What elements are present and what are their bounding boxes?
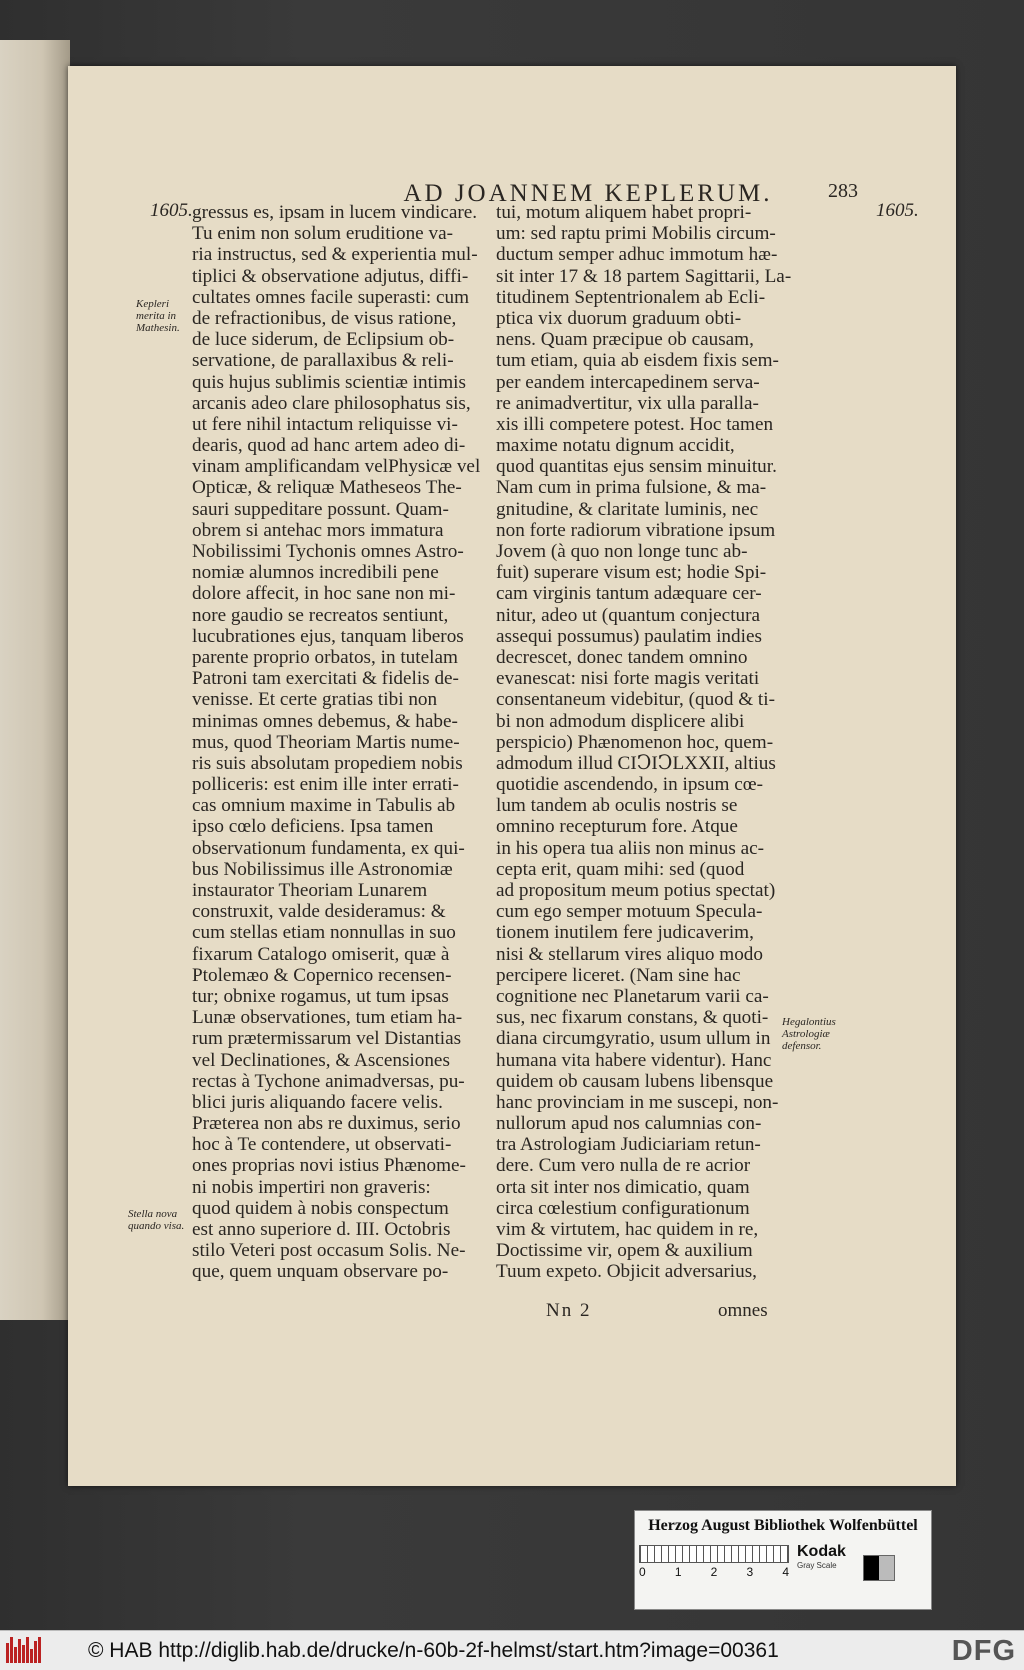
ruler-number: 2 bbox=[710, 1565, 718, 1579]
text-line: est anno superiore d. III. Octobris bbox=[192, 1219, 451, 1240]
text-line: bus Nobilissimus ille Astronomiæ bbox=[192, 858, 453, 880]
catchword: omnes bbox=[718, 1300, 768, 1321]
text-line: rum prætermissarum vel Distantias bbox=[192, 1028, 462, 1050]
text-line: ipso cœlo deficiens. Ipsa tamen bbox=[192, 816, 434, 838]
text-line: construxit, valde desideramus: & bbox=[192, 901, 446, 923]
text-line: fixarum Catalogo omiserit, quæ à bbox=[192, 943, 450, 965]
text-line: de luce siderum, de Eclipsium ob- bbox=[192, 329, 455, 351]
text-line: perspicio) Phænomenon hoc, quem- bbox=[496, 731, 774, 753]
text-line: quis hujus sublimis scientiæ intimis bbox=[192, 371, 466, 393]
text-column-left bbox=[192, 202, 492, 1283]
text-line: cepta erit, quam mihi: sed (quod bbox=[496, 858, 745, 880]
text-line: blici juris aliquando facere velis. bbox=[192, 1091, 443, 1113]
scale-ruler bbox=[639, 1545, 787, 1581]
text-line: Tuum expeto. Objicit adversarius, bbox=[496, 1261, 757, 1283]
text-line: vel Declinationes, & Ascensiones bbox=[192, 1049, 450, 1071]
left-page-edge bbox=[0, 40, 70, 1320]
text-line: minimas omnes debemus, & habe- bbox=[192, 710, 458, 732]
text-line: bi non admodum displicere alibi bbox=[496, 710, 745, 732]
text-line: Præterea non abs re duximus, serio bbox=[192, 1113, 461, 1135]
text-line: circa cœlestium configurationum bbox=[496, 1197, 750, 1219]
running-head: AD JOANNEM KEPLERUM. bbox=[403, 180, 773, 207]
text-line: nisi & stellarum vires aliquo modo bbox=[496, 943, 763, 965]
text-line: quidem ob causam lubens libensque bbox=[496, 1070, 774, 1092]
text-line: sus, nec fixarum constans, & quoti- bbox=[496, 1007, 769, 1029]
text-line: assequi possumus) paulatim indies bbox=[496, 625, 762, 647]
text-line: cum ego semper motuum Specula- bbox=[496, 901, 763, 923]
text-line: diana circumgyratio, usum ullum in bbox=[496, 1028, 771, 1050]
text-line: tra Astrologiam Judiciariam retun- bbox=[496, 1134, 761, 1156]
text-line: cognitione nec Planetarum varii ca- bbox=[496, 985, 769, 1007]
text-line: admodum illud CIↃIↃLXXII, altius bbox=[496, 752, 776, 774]
text-line: observationum fundamenta, ex qui- bbox=[192, 837, 465, 859]
text-line: tum etiam, quia ab eisdem fixis sem- bbox=[496, 350, 779, 372]
gray-patch bbox=[863, 1555, 895, 1581]
text-line: gnitudine, & claritate luminis, nec bbox=[496, 498, 759, 520]
text-line: re animadvertitur, vix ulla paralla- bbox=[496, 392, 759, 414]
text-line: sauri suppeditare possunt. Quam- bbox=[192, 498, 449, 520]
ruler-bar bbox=[639, 1545, 789, 1563]
text-line: dearis, quod ad hanc artem adeo di- bbox=[192, 435, 466, 457]
text-line: nore gaudio se recreatos sentiunt, bbox=[192, 604, 449, 626]
text-line: obrem si antehac mors immatura bbox=[192, 519, 444, 541]
text-line: omnino recepturum fore. Atque bbox=[496, 816, 738, 838]
text-line: lum tandem ab oculis nostris se bbox=[496, 795, 738, 817]
text-line: ductum semper adhuc immotum hæ- bbox=[496, 244, 778, 266]
text-line: Nobilissimi Tychonis omnes Astro- bbox=[192, 541, 464, 562]
year-marginal-left: 1605. bbox=[150, 200, 193, 221]
book-page bbox=[68, 66, 956, 1486]
marginal-note-kepleri: Kepleri merita in Mathesin. bbox=[136, 298, 180, 334]
text-column-right bbox=[496, 202, 796, 1283]
footer-url-link[interactable]: © HAB http://diglib.hab.de/drucke/n-60b-2f-helmst/start.htm?image=00361 bbox=[88, 1639, 779, 1662]
text-line: hanc provinciam in me suscepi, non- bbox=[496, 1091, 779, 1113]
text-line: in his opera tua aliis non minus ac- bbox=[496, 837, 765, 859]
text-line: quotidie ascendendo, in ipsum cœ- bbox=[496, 774, 763, 796]
text-line: quod quidem à nobis conspectum bbox=[192, 1197, 449, 1219]
text-line: cum stellas etiam nonnullas in suo bbox=[192, 922, 456, 944]
text-line: evanescat: nisi forte magis veritati bbox=[496, 668, 760, 690]
text-line: fuit) superare visum est; hodie Spi- bbox=[496, 562, 767, 584]
text-line: rectas à Tychone animadversas, pu- bbox=[192, 1070, 465, 1092]
text-line: Jovem (à quo non longe tunc ab- bbox=[496, 541, 748, 562]
text-line: gressus es, ipsam in lucem vindicare. bbox=[192, 202, 478, 223]
text-line: de refractionibus, de visus ratione, bbox=[192, 307, 457, 329]
footer-bar bbox=[0, 1630, 1024, 1670]
marginal-note-stella: Stella nova quando visa. bbox=[128, 1208, 185, 1232]
text-line: quod quantitas ejus sensim minuitur. bbox=[496, 456, 777, 478]
kodak-brand: Kodak bbox=[797, 1543, 846, 1560]
text-line: cam virginis tantum adæquare cer- bbox=[496, 583, 762, 605]
text-line: tui, motum aliquem habet propri- bbox=[496, 202, 752, 223]
text-line: instaurator Theoriam Lunarem bbox=[192, 880, 428, 901]
text-line: ria instructus, sed & experientia mul- bbox=[192, 244, 478, 266]
ruler-number: 4 bbox=[782, 1565, 789, 1579]
year-marginal-right: 1605. bbox=[876, 200, 919, 221]
text-line: polliceris: est enim ille inter errati- bbox=[192, 774, 459, 796]
text-line: dere. Cum vero nulla de re acrior bbox=[496, 1155, 751, 1177]
text-line: ni nobis impertiri non graveris: bbox=[192, 1176, 431, 1198]
library-name: Herzog August Bibliothek Wolfenbüttel bbox=[648, 1517, 918, 1534]
text-line: per eandem intercapedinem serva- bbox=[496, 371, 760, 393]
ruler-number: 1 bbox=[674, 1565, 682, 1579]
text-line: humana vita habere videntur). Hanc bbox=[496, 1049, 772, 1071]
library-label bbox=[634, 1510, 932, 1610]
text-line: lucubrationes ejus, tanquam liberos bbox=[192, 625, 464, 647]
text-line: venisse. Et certe gratias tibi non bbox=[192, 689, 438, 711]
text-line: cas omnium maxime in Tabulis ab bbox=[192, 795, 456, 817]
text-line: Tu enim non solum eruditione va- bbox=[192, 223, 453, 245]
page-number: 283 bbox=[828, 180, 858, 202]
text-line: tiplici & observatione adjutus, diffi- bbox=[192, 265, 469, 287]
text-line: arcanis adeo clare philosophatus sis, bbox=[192, 392, 471, 414]
text-line: Nam cum in prima fulsione, & ma- bbox=[496, 477, 767, 499]
text-line: sit inter 17 & 18 partem Sagittarii, La- bbox=[496, 265, 792, 287]
text-line: mus, quod Theoriam Martis nume- bbox=[192, 731, 460, 753]
text-line: tur; obnixe rogamus, ut tum ipsas bbox=[192, 985, 449, 1007]
text-line: non forte radiorum vibratione ipsum bbox=[496, 519, 776, 541]
text-line: hoc à Te contendere, ut observati- bbox=[192, 1134, 452, 1156]
text-line: xis illi competere potest. Hoc tamen bbox=[496, 413, 774, 435]
text-line: Patroni tam exercitati & fidelis de- bbox=[192, 668, 459, 690]
text-line: ptica vix duorum graduum obti- bbox=[496, 307, 742, 329]
marginal-note-hegalon: Hegalontius Astrologiæ defensor. bbox=[782, 1016, 836, 1052]
text-line: parente proprio orbatos, in tutelam bbox=[192, 646, 458, 668]
text-line: tionem inutilem fere judicaverim, bbox=[496, 922, 754, 944]
text-line: vinam amplificandam velPhysicæ vel bbox=[192, 456, 481, 478]
text-line: servatione, de parallaxibus & reli- bbox=[192, 350, 454, 372]
text-line: ut fere nihil intactum reliquisse vi- bbox=[192, 413, 458, 435]
text-line: maxime notatu dignum accidit, bbox=[496, 435, 735, 457]
kodak-scale-label: Gray Scale bbox=[797, 1561, 837, 1570]
text-line: ris suis absolutam propediem nobis bbox=[192, 752, 463, 774]
text-line: nens. Quam præcipue ob causam, bbox=[496, 329, 754, 351]
dfg-logo: DFG bbox=[951, 1635, 1016, 1667]
text-line: Doctissime vir, opem & auxilium bbox=[496, 1240, 753, 1262]
text-line: ad propositum meum potius spectat) bbox=[496, 880, 776, 901]
text-line: nullorum apud nos calumnias con- bbox=[496, 1113, 762, 1135]
kodak-gray-scale bbox=[797, 1543, 846, 1570]
text-line: ones proprias novi istius Phænome- bbox=[192, 1155, 466, 1177]
ruler-number: 0 bbox=[639, 1565, 646, 1579]
ruler-numbers bbox=[639, 1565, 789, 1579]
text-line: Lunæ observationes, tum etiam ha- bbox=[192, 1007, 463, 1029]
text-line: cultates omnes facile superasti: cum bbox=[192, 286, 470, 308]
text-line: titudinem Septentrionalem ab Ecli- bbox=[496, 286, 766, 308]
text-line: um: sed raptu primi Mobilis circum- bbox=[496, 223, 776, 245]
hab-logo-icon bbox=[6, 1637, 46, 1665]
text-line: orta sit inter nos dimicatio, quam bbox=[496, 1176, 750, 1198]
text-line: consentaneum videbitur, (quod & ti- bbox=[496, 689, 775, 711]
text-line: Opticæ, & reliquæ Matheseos The- bbox=[192, 477, 462, 499]
text-line: que, quem unquam observare po- bbox=[192, 1261, 449, 1283]
text-line: nitur, adeo ut (quantum conjectura bbox=[496, 604, 761, 626]
text-line: vim & virtutem, hac quidem in re, bbox=[496, 1219, 759, 1240]
text-line: stilo Veteri post occasum Solis. Ne- bbox=[192, 1240, 466, 1262]
text-line: decrescet, donec tandem omnino bbox=[496, 646, 748, 668]
text-line: dolore affecit, in hoc sane non mi- bbox=[192, 583, 456, 605]
signature-mark: Nn 2 bbox=[546, 1300, 592, 1321]
text-line: Ptolemæo & Copernico recensen- bbox=[192, 964, 452, 986]
ruler-number: 3 bbox=[746, 1565, 754, 1579]
text-line: percipere liceret. (Nam sine hac bbox=[496, 964, 741, 986]
text-line: nomiæ alumnos incredibili pene bbox=[192, 562, 439, 584]
